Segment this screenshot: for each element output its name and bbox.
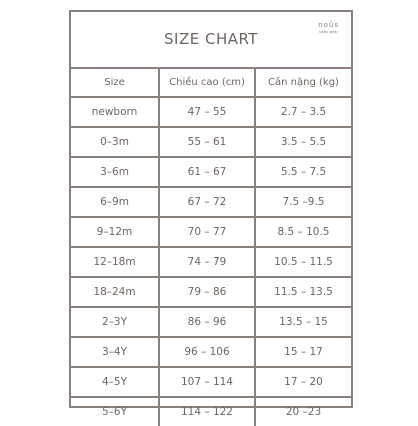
size-cell: 3–4Y (71, 337, 159, 367)
height-cell: 96 – 106 (159, 337, 255, 367)
weight-cell: 2.7 – 3.5 (255, 97, 351, 127)
table-row (71, 157, 351, 187)
table-row (71, 367, 351, 397)
weight-cell: 11.5 – 13.5 (255, 277, 351, 307)
size-cell: newborn (71, 97, 159, 127)
height-cell: 74 – 79 (159, 247, 255, 277)
size-cell: 4–5Y (71, 367, 159, 397)
header-weight: Cân nặng (kg) (255, 69, 351, 97)
height-cell: 107 – 114 (159, 367, 255, 397)
weight-cell: 20 –23 (285, 406, 322, 418)
size-chart (69, 10, 353, 418)
size-cell: 6–9m (71, 187, 159, 217)
table-row (71, 127, 351, 157)
weight-cell: 17 – 20 (255, 367, 351, 397)
weight-cell: 5.5 – 7.5 (255, 157, 351, 187)
logo-name: noüs (318, 21, 339, 29)
size-cell: 9–12m (71, 217, 159, 247)
chart-title: SIZE CHART (164, 30, 258, 48)
size-table (71, 69, 351, 426)
table-row (71, 247, 351, 277)
weight-cell: 10.5 – 11.5 (255, 247, 351, 277)
header-size: Size (71, 69, 159, 97)
table-row (71, 187, 351, 217)
size-cell: 12–18m (71, 247, 159, 277)
size-cell: 0–3m (71, 127, 159, 157)
table-row (71, 97, 351, 127)
logo-tagline: baby wear (319, 30, 338, 34)
table-row (71, 217, 351, 247)
height-cell: 47 – 55 (159, 97, 255, 127)
weight-cell: 8.5 – 10.5 (255, 217, 351, 247)
height-cell: 61 – 67 (159, 157, 255, 187)
brand-logo (318, 22, 339, 35)
weight-cell: 13.5 – 15 (255, 307, 351, 337)
table-row (71, 307, 351, 337)
height-cell: 79 – 86 (159, 277, 255, 307)
weight-cell: 15 – 17 (255, 337, 351, 367)
size-cell: 5–6Y (71, 397, 159, 426)
height-cell: 114 – 122 (159, 397, 255, 426)
table-row (71, 277, 351, 307)
size-cell: 3–6m (71, 157, 159, 187)
height-cell: 67 – 72 (159, 187, 255, 217)
height-cell: 55 – 61 (159, 127, 255, 157)
table-row (71, 397, 351, 426)
table-row (71, 337, 351, 367)
size-cell: 18–24m (71, 277, 159, 307)
title-row (71, 12, 351, 69)
header-row (71, 69, 351, 97)
height-cell: 86 – 96 (159, 307, 255, 337)
weight-cell: 7.5 –9.5 (255, 187, 351, 217)
weight-cell: 3.5 – 5.5 (255, 127, 351, 157)
header-height: Chiều cao (cm) (159, 69, 255, 97)
height-cell: 70 – 77 (159, 217, 255, 247)
size-cell: 2–3Y (71, 307, 159, 337)
